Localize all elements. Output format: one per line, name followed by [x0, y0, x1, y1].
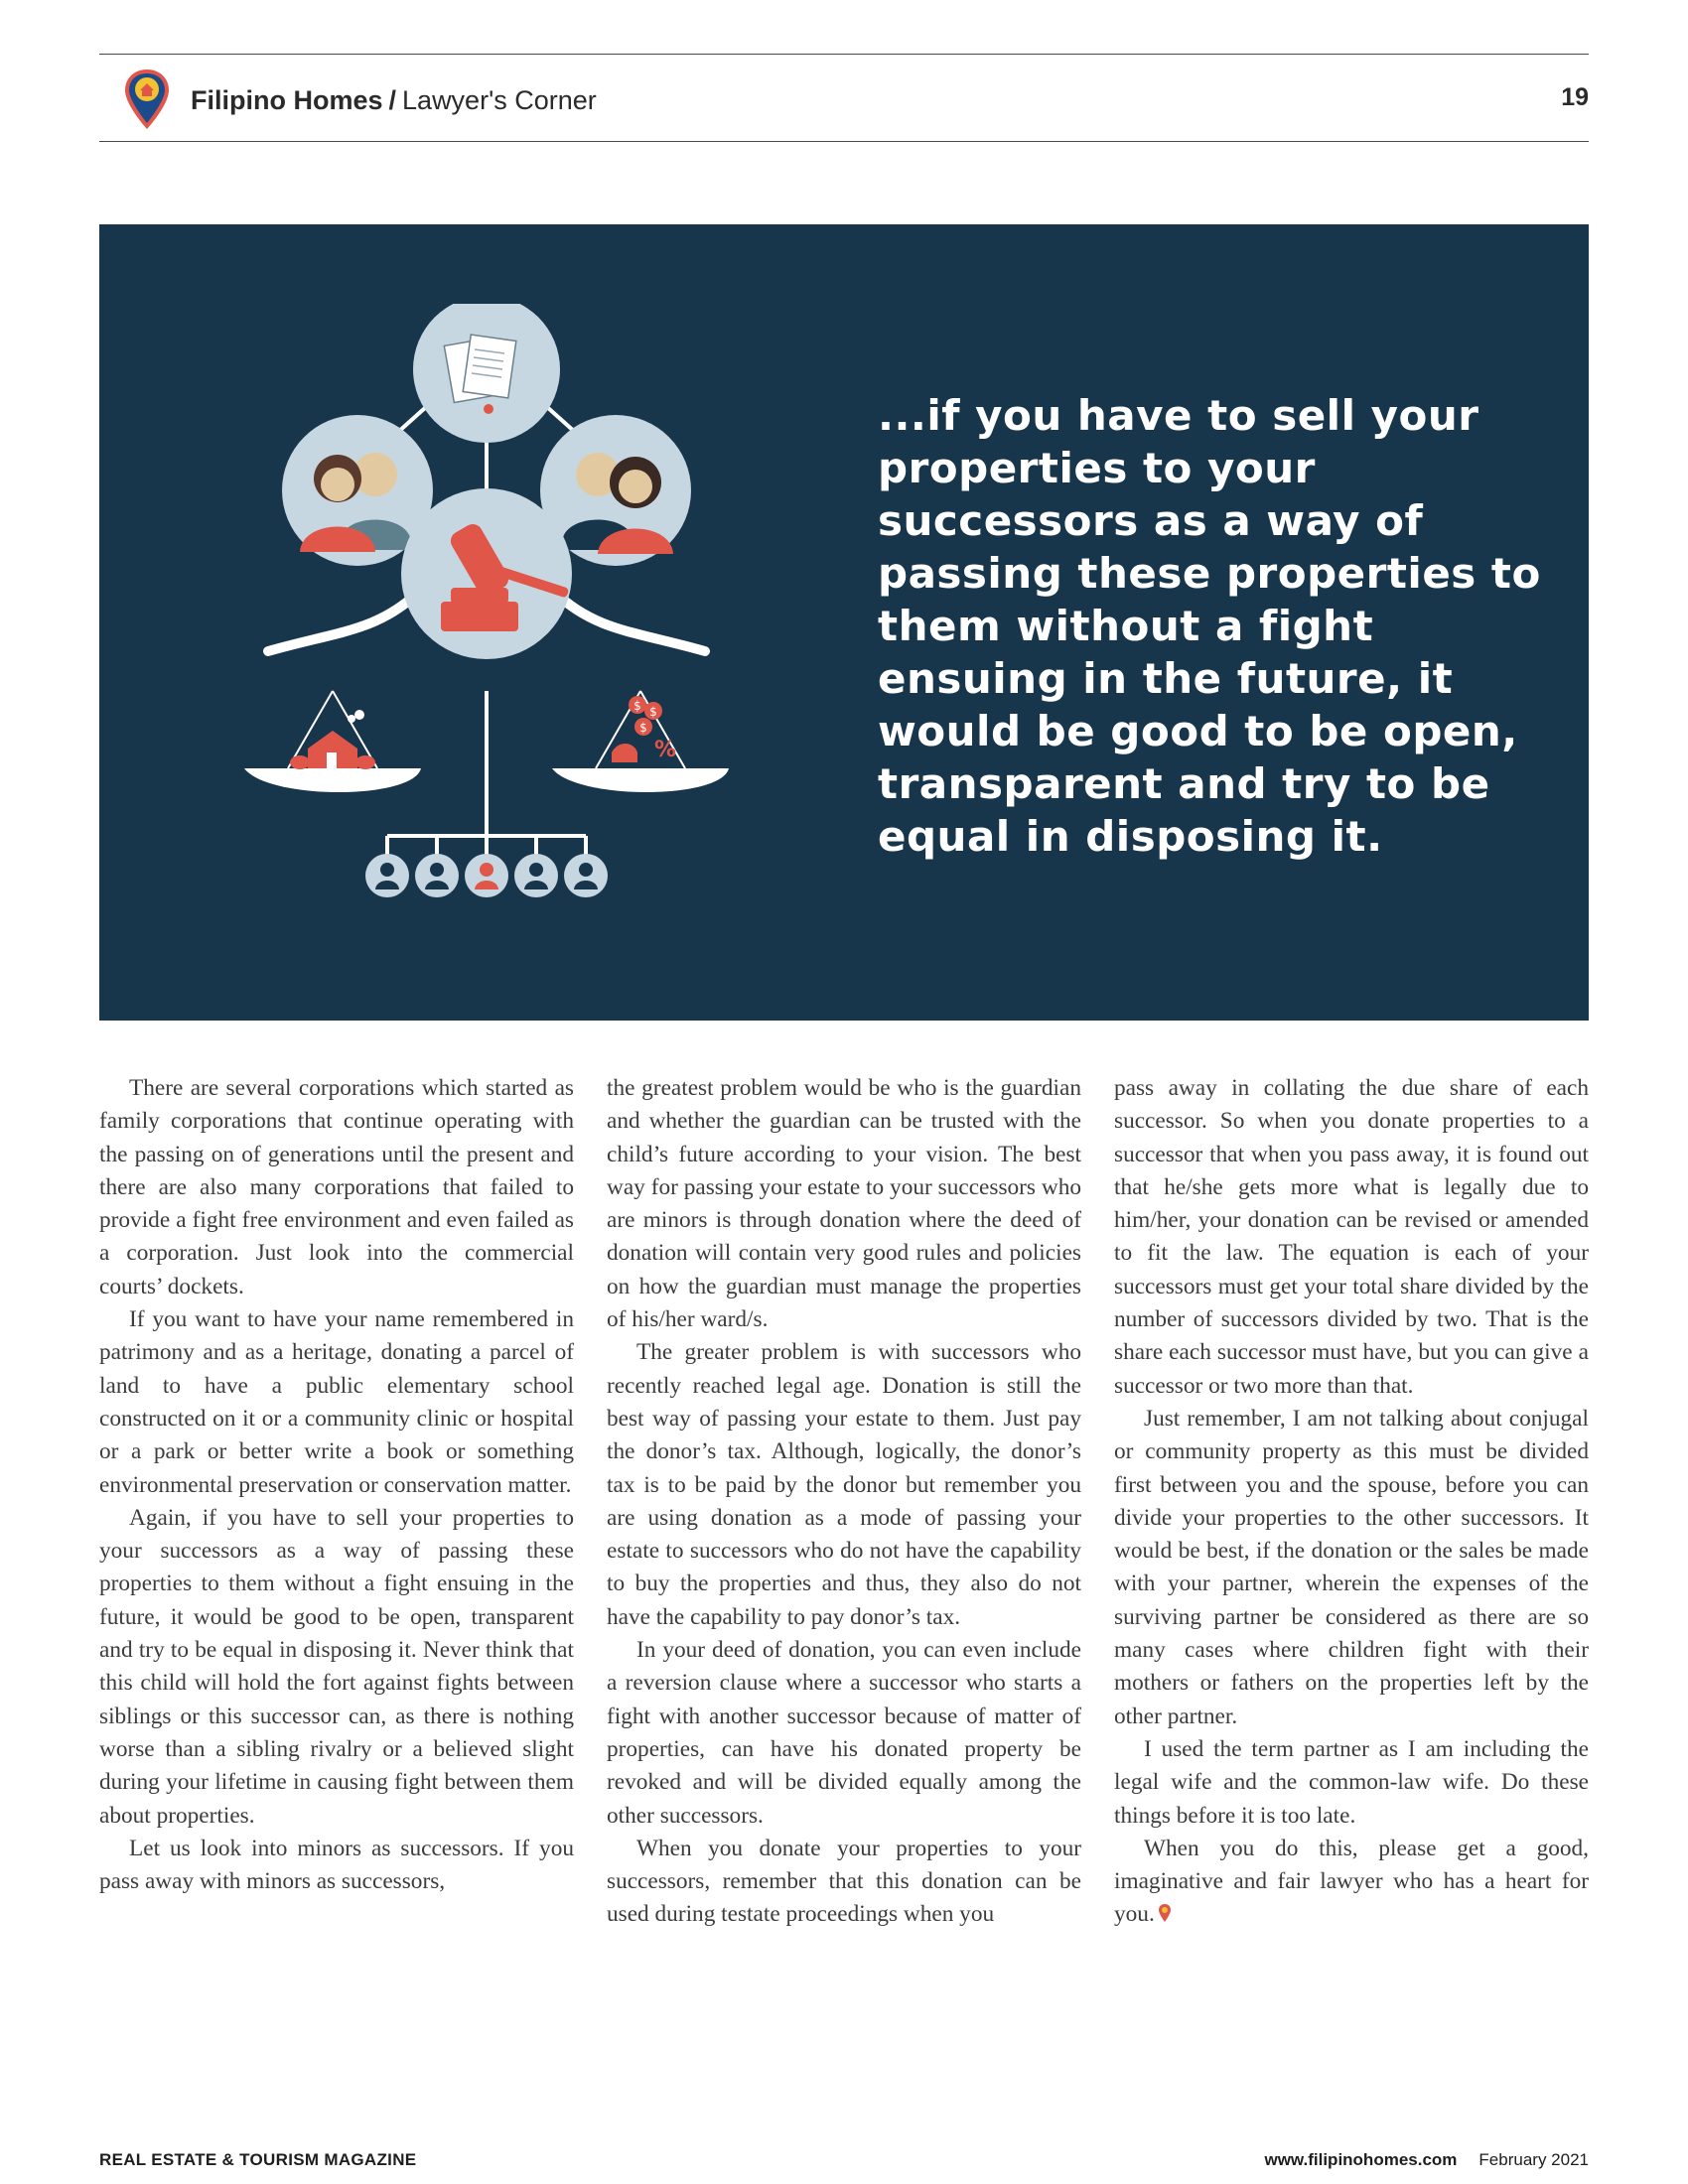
article-column-2	[607, 1072, 1081, 1932]
section-name: Lawyer's Corner	[402, 85, 597, 115]
closing-paragraph	[1114, 1833, 1589, 1932]
scale-arm-left	[268, 592, 419, 651]
paragraph: When you donate your properties to your successors, remember that this donation can be used during testate proceedings when you	[607, 1835, 1081, 1928]
gavel-icon	[401, 488, 572, 659]
house-icon	[290, 710, 375, 769]
paragraph: Again, if you have to sell your properties to your successors as a way of passing these properties to them without a fight ensuing in the future, it would be good to be open, transparent and try to be equal in disposing it. Never think that this child will hold the fort against fights between siblings or this successor can, as there is nothing worse than a sibling rivalry or a believed slight during your lifetime in causing fight between them about properties.	[99, 1504, 574, 1829]
pull-quote: ...if you have to sell your properties to your successors as a way of passing these properties to them without a fight ensuing in the future, it would be good to be open, transparent and try to be equal in disposing it.	[878, 391, 1541, 861]
page-number: 19	[1561, 83, 1589, 111]
documents-icon	[413, 304, 560, 443]
footer-info	[1264, 2150, 1589, 2170]
successors-icons	[365, 854, 608, 897]
paragraph: the greatest problem would be who is the guardian and whether the guardian can be trusted with the child’s future according to your vision. The best way for passing your estate to your successors who are minors is through donation where the deed of donation will contain very good rules and policies on how the guardian must manage the properties of his/her ward/s.	[607, 1075, 1081, 1333]
paragraph: The greater problem is with successors who recently reached legal age. Donation is still the best way of passing your estate to them. Just pay the donor’s tax. Although, logically, the donor’s tax is to be paid by the donor but remember you are using donation as a mode of passing your estate to successors who do not have the capability to buy the properties and thus, they also do not have the capability to pay donor’s tax.	[607, 1339, 1081, 1630]
paragraph: Just remember, I am not talking about conjugal or community property as this must be divided first between you and the spouse, before you can divide your properties to the other successors. It would be best, if the donation or the sales be made with your partner, wherein the expenses of the surviving partner be considered as there are so many cases where children fight with their mothers or fathers on the properties left by the other partner.	[1114, 1405, 1589, 1729]
header-brand	[191, 85, 597, 116]
top-rule	[99, 54, 1589, 55]
paragraph: If you want to have your name remembered in patrimony and as a heritage, donating a parcel of land to have a public elementary school constructed on it or a community clinic or hospital or a park or better write a book or something environmental preservation or conservation matter.	[99, 1306, 574, 1498]
page-header	[99, 58, 1589, 143]
hero-banner	[99, 224, 1589, 1021]
svg-text:$: $	[633, 699, 641, 713]
paragraph: In your deed of donation, you can even include a reversion clause where a successor who starts a fight with another successor because of matter of properties, can have his donated property be revoked and will be divided equally among the other successors.	[607, 1637, 1081, 1829]
footer-date: February 2021	[1478, 2150, 1589, 2169]
map-pin-house-icon	[123, 68, 171, 131]
paragraph: I used the term partner as I am including the legal wife and the common-law wife. Do these things before it is too late.	[1114, 1735, 1589, 1829]
svg-text:$: $	[639, 721, 647, 735]
article-body	[99, 1072, 1589, 2025]
svg-text:$: $	[649, 705, 657, 719]
inheritance-illustration	[228, 304, 745, 939]
paragraph: Let us look into minors as successors. If you pass away with minors as successors,	[99, 1835, 574, 1895]
article-column-1	[99, 1072, 574, 1898]
brand-name: Filipino Homes	[191, 85, 383, 115]
article-column-3	[1114, 1072, 1589, 1932]
scale-arm-right	[554, 592, 705, 651]
money-icon	[612, 696, 676, 762]
header-bottom-rule	[99, 141, 1589, 142]
footer-magazine-name: REAL ESTATE & TOURISM MAGAZINE	[99, 2150, 417, 2169]
paragraph: There are several corporations which started as family corporations that continue operating with the passing on of generations until the present and there are also many corporations that failed to provide a fight free environment and even failed as a corporation. Just look into the commercial courts’ dockets.	[99, 1075, 574, 1299]
paragraph-text: When you do this, please get a good, imaginative and fair lawyer who has a heart for you.	[1114, 1835, 1589, 1928]
paragraph: pass away in collating the due share of each successor. So when you donate properties to a successor that when you pass away, it is found out that he/she gets more what is legally due to him/her, your donation can be revised or amended to fit the law. The equation is each of your successors must get your total share divided by the number of successors divided by two. That is the share each successor must have, but you can give a successor or two more than that.	[1114, 1075, 1589, 1399]
end-mark-pin-icon	[1158, 1903, 1172, 1923]
brand-separator: /	[388, 85, 397, 115]
svg-text:%: %	[653, 738, 677, 762]
footer-website[interactable]: www.filipinohomes.com	[1264, 2150, 1458, 2169]
